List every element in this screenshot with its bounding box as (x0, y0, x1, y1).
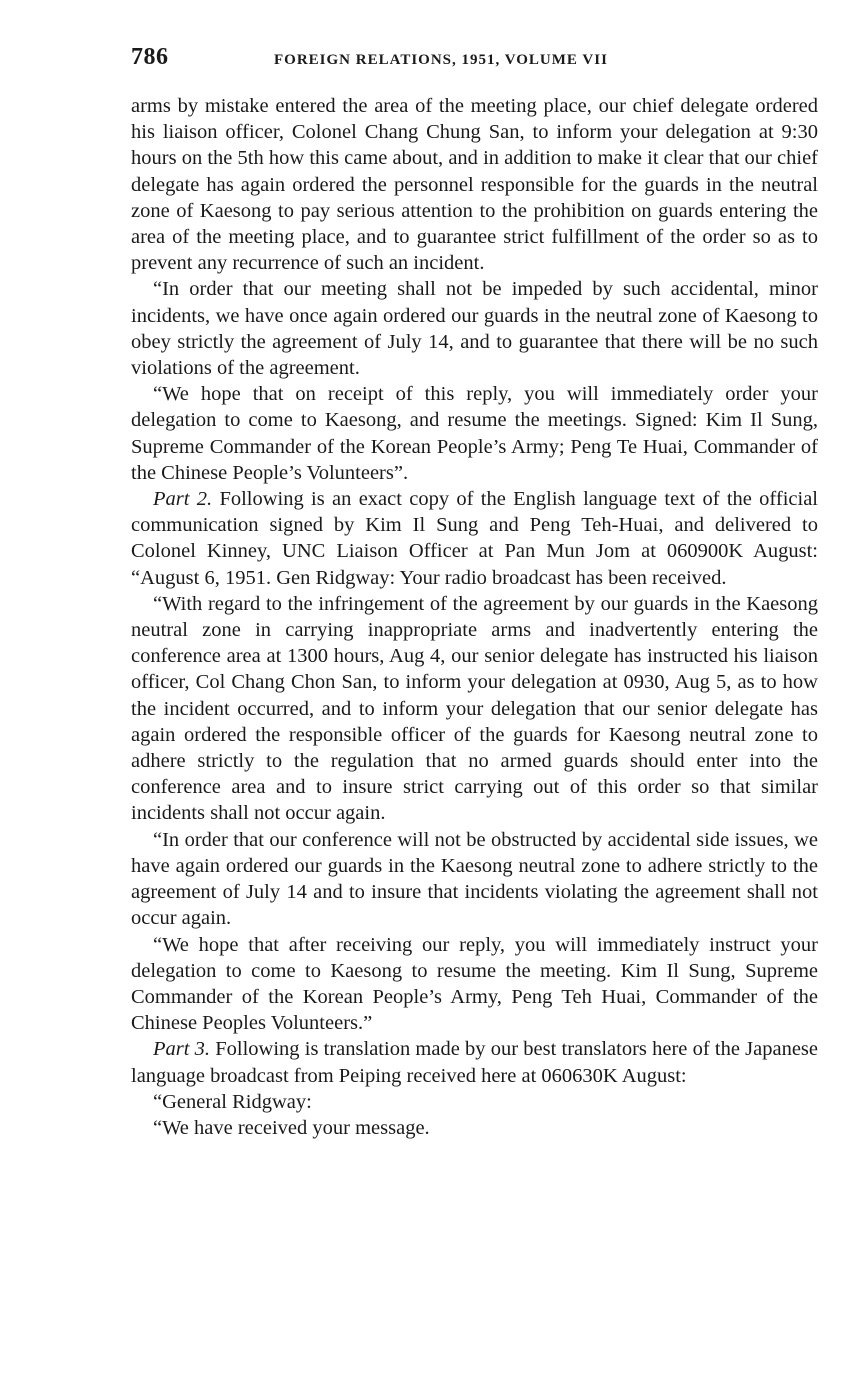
paragraph-3: “We hope that on receipt of this reply, you will immediately order your delegation to come to Kaesong, and resume the meetings. Signed: Kim Il Sung, Supreme Commander of the Korean People’s Army; Peng Te Huai, Commander of the Chinese People’s Volunteers”. (131, 383, 818, 484)
part-2-label: Part 2. (153, 488, 213, 511)
paragraph-part-3: Part 3. Following is translation made by our best translators here of the Japanese language broadcast from Peiping received here at 060630K August: (131, 1038, 818, 1087)
paragraph-5: “With regard to the infringement of the agreement by our guards in the Kaesong neutral zone in carrying inappropriate arms and inadvertently entering the conference area at 1300 hours, Aug 4, our senior delegate has instructed his liaison officer, Col Chang Chon San, to inform your delegation at 0930, Aug 5, as to how the incident occurred, and to inform your delegation that our senior delegate has again ordered the responsible officer of the guards for Kaesong neutral zone to adhere strictly to the regulation that no armed guards should enter into the conference area and to insure strict carrying out of this order so that similar incidents shall not occur again. (131, 592, 818, 825)
paragraph-7: “We hope that after receiving our reply, you will immediately instruct your delegation to come to Kaesong to resume the meeting. Kim Il Sung, Supreme Commander of the Korean People’s Army, Peng Teh Huai, Commander of the Chinese Peoples Volunteers.” (131, 933, 818, 1035)
page-header (131, 44, 821, 78)
paragraph-6: “In order that our conference will not be obstructed by accidental side issues, we have again ordered our guards in the Kaesong neutral zone to adhere strictly to the agreement of July 14 and to insure that incidents violating the agreement shall not occur again. (131, 828, 818, 930)
paragraph-part-2: Part 2. Following is an exact copy of the English language text of the official communication signed by Kim Il Sung and Peng Teh-Huai, and delivered to Colonel Kinney, UNC Liaison Officer at Pan Mun Jom at 060900K August: “August 6, 1951. Gen Ridgway: Your radio broadcast has been received. (131, 488, 818, 589)
paragraph-1: arms by mistake entered the area of the meeting place, our chief delegate ordered his liaison officer, Colonel Chang Chung San, to inform your delegation at 9:30 hours on the 5th how this came about, and in addition to make it clear that our chief delegate has again ordered the personnel responsible for the guards in the neutral zone of Kaesong to pay serious attention to the prohibition on guards entering the area of the meeting place, and to guarantee strict fulfillment of the order so as to prevent any recurrence of such an incident. (131, 95, 818, 275)
page-number: 786 (131, 44, 169, 70)
part-3-label: Part 3. (153, 1038, 211, 1061)
paragraph-10: “We have received your message. (153, 1116, 430, 1139)
paragraph-2: “In order that our meeting shall not be impeded by such accidental, minor incidents, we have once again ordered our guards in the neutral zone of Kaesong to obey strictly the agreement of July 14, and to guarantee that there will be no such violations of the agreement. (131, 278, 818, 380)
running-head: FOREIGN RELATIONS, 1951, VOLUME VII (274, 52, 608, 68)
paragraph-9: “General Ridgway: (153, 1090, 312, 1113)
body-text (131, 93, 818, 1141)
